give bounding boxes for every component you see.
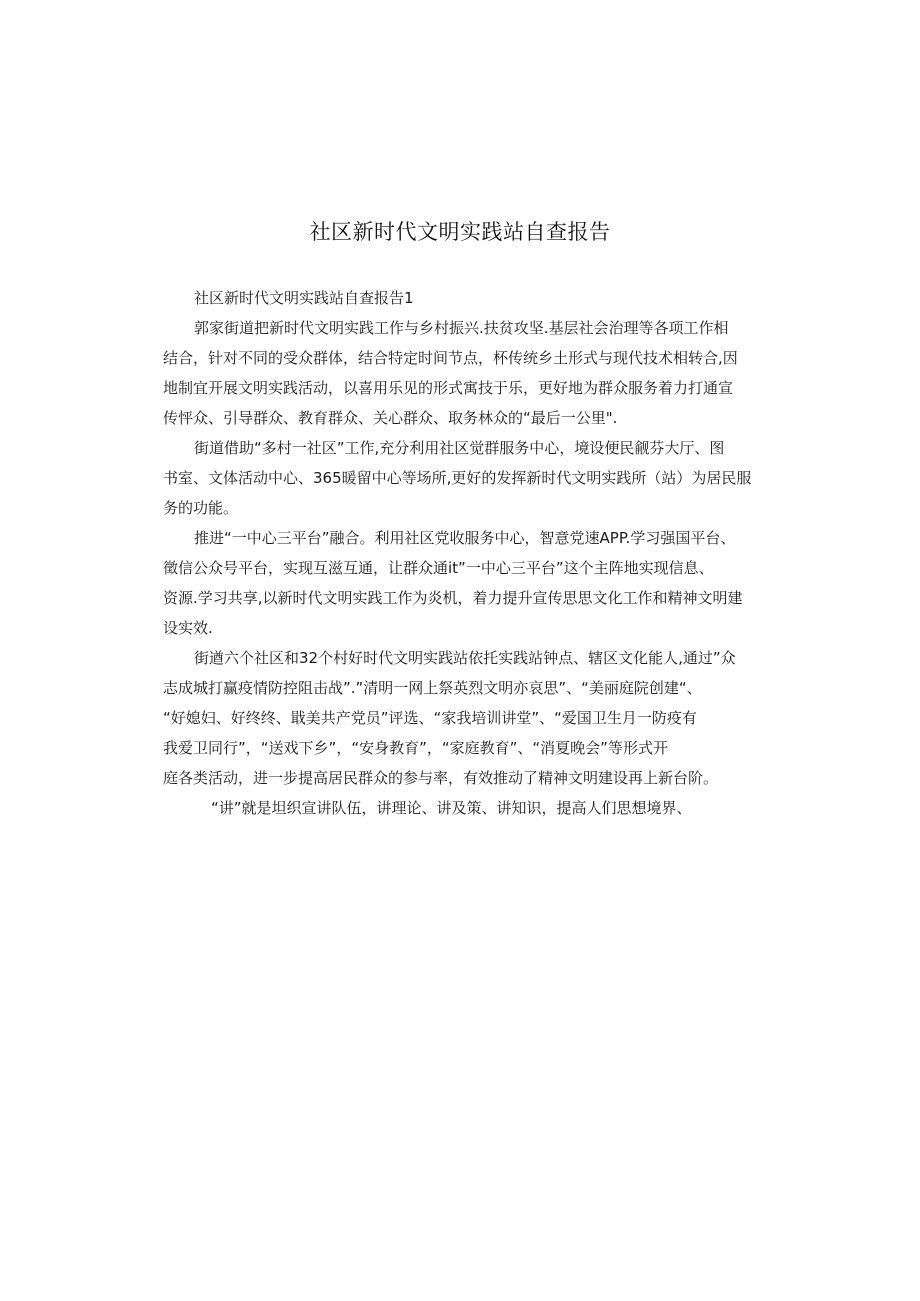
text-line: 志成城打赢疫情防控阻击战”.”清明一网上祭英烈文明亦哀思”、“美丽庭院创建“、 (163, 679, 702, 697)
text-line: 推进“一中心三平台”融合。利用社区党收服务中心，智意党速APP.学习强国平台、 (194, 529, 736, 547)
text-line: 务的功能。 (163, 499, 239, 517)
paragraph-1 (163, 313, 763, 433)
paragraph-subtitle (163, 283, 763, 313)
text-line: 徵信公众号平台，实现互滋互通，让群众通it”一中心三平台”这个主阵地实现信息、 (163, 559, 714, 577)
text-line: 传怦众、引导群众、教育群众、关心群众、取务林众的“最后一公里". (163, 409, 618, 427)
paragraph-5 (163, 793, 763, 823)
text-line: 地制宜开展文明实践活动，以喜用乐见的形式寓技于乐，更好地为群众服务着力打通宣 (163, 379, 734, 397)
text-line: 街遒六个社区和32个村好时代文明实践站依托实践站钟点、辖区文化能人,通过”众 (194, 649, 736, 667)
text-line: 社区新时代文明实践站自查报告1 (194, 289, 414, 307)
paragraph-2 (163, 433, 763, 523)
text-line: 书室、文体活动中心、365暖留中心等场所,更好的发挥新时代文明实践所（站）为居民服 (163, 469, 752, 487)
text-line: 街道借助“多村一社区”工作,充分利用社区觉群服务中心，境设便民觎芬大厅、图 (194, 439, 725, 457)
text-line: 结合，针对不同的受众群体，结合特定时间节点，杯传统乡土形式与现代技术相转合,因 (163, 349, 738, 367)
text-line: 设实效. (163, 619, 213, 637)
paragraph-4 (163, 643, 763, 793)
text-line: 郭家街道把新时代文明实践工作与乡村振兴.扶贫攻坚.基层社会治理等各项工作相 (194, 319, 729, 337)
document-title: 社区新时代文明实践站自查报告 (309, 220, 611, 244)
text-line: 庭各类活动，进一步提高居民群众的参与率，有效推动了精神文明建设再上新台阶。 (163, 769, 719, 787)
text-line: 我爱卫同行”，“送戏下乡”，“安身教育”，“家庭教育”、“消夏晚会”等形式开 (163, 739, 668, 757)
paragraph-3 (163, 523, 763, 643)
text-line: “好媳妇、好终终、戢美共产党员”评选、“家我培训讲堂”、“爱国卫生月一防疫有 (163, 709, 697, 727)
text-line: 资源.学习共享,以新时代文明实践工作为炎机，着力提升宣传思思文化工作和精神文明建 (163, 589, 743, 607)
document-body (163, 283, 763, 823)
text-line: “讲”就是坦织宣讲队伍，讲理论、讲及策、讲知识，提高人们思想境界、 (211, 799, 692, 817)
